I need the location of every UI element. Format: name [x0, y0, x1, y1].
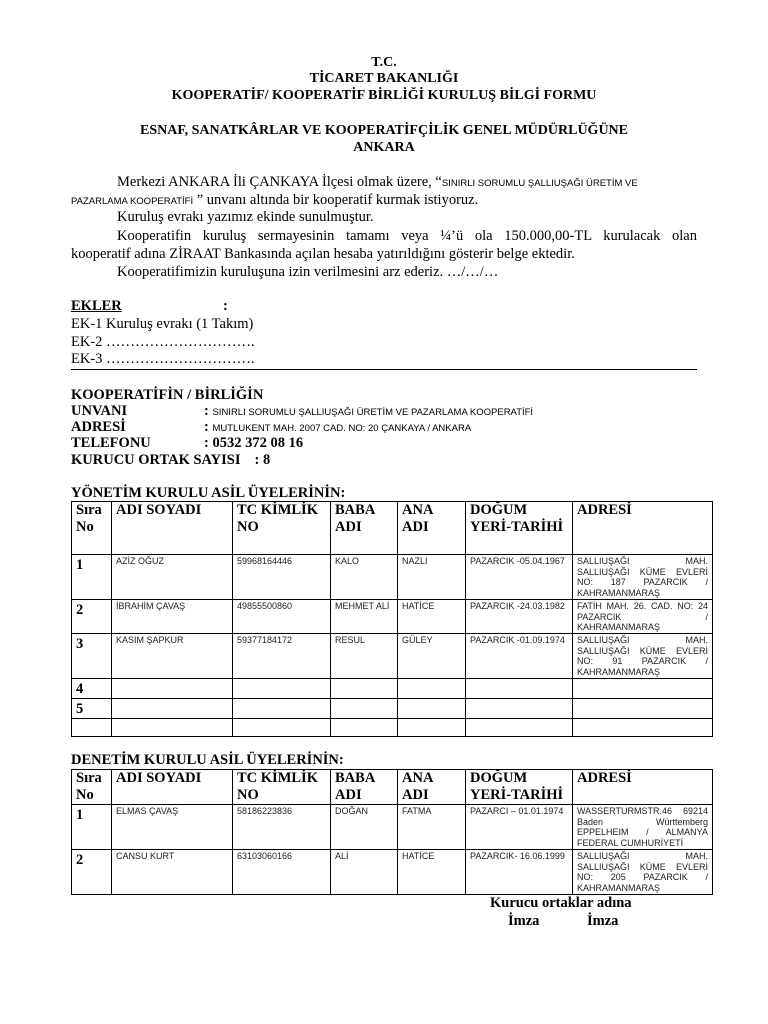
ekler-colon: :	[223, 298, 228, 314]
cell-adres: SALLIUŞAĞI MAH. SALLIUŞAĞI KÜME EVLERİ NO: 187 PAZARCIK / KAHRAMANMARAŞ	[573, 555, 713, 600]
cell-name	[112, 719, 233, 737]
cell-dogum	[466, 679, 573, 699]
cell-adres: SALLIUŞAĞI MAH. SALLIUŞAĞI KÜME EVLERİ NO: 205 PAZARCIK / KAHRAMANMARAŞ	[573, 850, 713, 895]
row-number: 2	[72, 850, 112, 895]
row-number: 1	[72, 555, 112, 600]
unvan-label: UNVANI	[71, 403, 128, 419]
cell-tc	[233, 719, 331, 737]
header-adi-soyadi: ADI SOYADI	[112, 502, 233, 555]
cell-ana	[398, 719, 466, 737]
cell-dogum	[466, 719, 573, 737]
row-number: 1	[72, 805, 112, 850]
cell-baba: RESUL	[331, 634, 398, 679]
cell-name: KASIM ŞAPKUR	[112, 634, 233, 679]
header-ana-adi: ANA ADI	[398, 502, 466, 555]
paragraph-1	[71, 173, 697, 193]
paragraph-2: Kuruluş evrakı yazımız ekinde sunulmuştur.	[117, 209, 374, 225]
cell-name	[112, 699, 233, 719]
cell-adres: FATİH MAH. 26. CAD. NO: 24 PAZARCIK / KAHRAMANMARAŞ	[573, 600, 713, 634]
cell-baba: ALİ	[331, 850, 398, 895]
header-baba-adi: BABA ADI	[331, 502, 398, 555]
kurucu-label	[71, 452, 270, 468]
table-row	[72, 600, 713, 634]
cell-name: ELMAS ÇAVAŞ	[112, 805, 233, 850]
cell-tc	[233, 679, 331, 699]
ekler-heading	[71, 298, 228, 315]
paragraph-3a: Kooperatifin kuruluş sermayesinin tamamı veya ¼’ü ola 150.000,00-TL kurulacak olan	[117, 228, 697, 244]
cell-baba	[331, 699, 398, 719]
cell-ana: FATMA	[398, 805, 466, 850]
cell-adres: WASSERTURMSTR.46 69214 Baden Württemberg EPPELHEIM / ALMANYA FEDERAL CUMHURİYETİ	[573, 805, 713, 850]
paragraph-1-coop-name-b: PAZARLAMA KOOPERATİFİ	[71, 196, 194, 207]
signature-line: Kurucu ortaklar adına	[490, 895, 632, 911]
signature-imza-2: İmza	[587, 913, 619, 929]
cell-dogum: PAZARCIK- 16.06.1999	[466, 850, 573, 895]
cell-name: AZİZ OĞUZ	[112, 555, 233, 600]
unvan-colon: :	[204, 403, 209, 419]
denetim-table	[71, 769, 713, 895]
addressee-line2: ANKARA	[353, 140, 415, 155]
row-number: 3	[72, 634, 112, 679]
cell-adres	[573, 679, 713, 699]
kurucu-value: : 8	[254, 452, 271, 468]
header-adresi: ADRESİ	[573, 502, 713, 555]
header-sira: Sıra No	[72, 502, 112, 555]
cell-adres	[573, 699, 713, 719]
cell-tc: 58186223836	[233, 805, 331, 850]
kurucu-label-text: KURUCU ORTAK SAYISI	[71, 452, 241, 468]
cell-adres: SALLIUŞAĞI MAH. SALLIUŞAĞI KÜME EVLERİ NO: 91 PAZARCIK / KAHRAMANMARAŞ	[573, 634, 713, 679]
cell-tc: 63103060166	[233, 850, 331, 895]
denetim-header-row	[72, 770, 713, 805]
cell-tc: 59968164446	[233, 555, 331, 600]
adres-colon: :	[204, 419, 209, 435]
cell-baba: KALO	[331, 555, 398, 600]
telefon-value: : 0532 372 08 16	[204, 435, 304, 451]
cell-ana: NAZLI	[398, 555, 466, 600]
ekler-item-2: EK-2 ………………………….	[71, 334, 255, 350]
cell-name: İBRAHİM ÇAVAŞ	[112, 600, 233, 634]
ekler-item-3: EK-3 ………………………….	[71, 351, 255, 367]
telefon-label: TELEFONU	[71, 435, 151, 451]
yonetim-title: YÖNETİM KURULU ASİL ÜYELERİNİN:	[71, 485, 346, 501]
header-sira: Sıra No	[72, 770, 112, 805]
header-dogum: DOĞUM YERİ-TARİHİ	[466, 770, 573, 805]
unvan-text: SINIRLI SORUMLU ŞALLIUŞAĞI ÜRETİM VE PAZARLAMA KOOPERATİFİ	[212, 407, 534, 418]
cell-tc	[233, 699, 331, 719]
ekler-title: EKLER	[71, 298, 122, 314]
table-row	[72, 555, 713, 600]
header-ana-adi: ANA ADI	[398, 770, 466, 805]
cell-baba	[331, 719, 398, 737]
table-row	[72, 699, 713, 719]
yonetim-table	[71, 501, 713, 737]
header-baba-adi: BABA ADI	[331, 770, 398, 805]
paragraph-3b: kooperatif adına ZİRAAT Bankasında açılan hesaba yatırıldığını gösterir belge ektedir.	[71, 246, 575, 262]
table-row	[72, 850, 713, 895]
cell-dogum: PAZARCI – 01.01.1974	[466, 805, 573, 850]
cell-ana	[398, 679, 466, 699]
cell-ana	[398, 699, 466, 719]
table-row	[72, 634, 713, 679]
paragraph-1-end: ” unvanı altında bir kooperatif kurmak istiyoruz.	[193, 192, 479, 208]
adres-label: ADRESİ	[71, 419, 126, 435]
cell-name	[112, 679, 233, 699]
header-ministry: TİCARET BAKANLIĞI	[309, 71, 459, 86]
denetim-title: DENETİM KURULU ASİL ÜYELERİNİN:	[71, 752, 344, 768]
form-title: KOOPERATİF/ KOOPERATİF BİRLİĞİ KURULUŞ BİLGİ FORMU	[171, 88, 597, 103]
cell-name: CANSU KURT	[112, 850, 233, 895]
adres-text: MUTLUKENT MAH. 2007 CAD. NO: 20 ÇANKAYA / ANKARA	[212, 423, 472, 434]
cell-baba: DOĞAN	[331, 805, 398, 850]
cell-tc: 59377184172	[233, 634, 331, 679]
header-tc-kimlik: TC KİMLİK NO	[233, 770, 331, 805]
signature-imza-1: İmza	[508, 913, 540, 929]
header-dogum: DOĞUM YERİ-TARİHİ	[466, 502, 573, 555]
row-number: 4	[72, 679, 112, 699]
cell-ana: GÜLEY	[398, 634, 466, 679]
header-tc: T.C.	[371, 55, 397, 70]
cell-dogum: PAZARCIK -24.03.1982	[466, 600, 573, 634]
cell-baba	[331, 679, 398, 699]
row-number: 5	[72, 699, 112, 719]
cell-dogum: PAZARCIK -05.04.1967	[466, 555, 573, 600]
cell-baba: MEHMET ALİ	[331, 600, 398, 634]
cell-dogum: PAZARCIK -01.09.1974	[466, 634, 573, 679]
paragraph-1-coop-name-a: SINIRLI SORUMLU ŞALLIUŞAĞI ÜRETİM VE	[441, 178, 638, 189]
header-adi-soyadi: ADI SOYADI	[112, 770, 233, 805]
table-row	[72, 719, 713, 737]
cell-tc: 49855500860	[233, 600, 331, 634]
section-divider	[71, 369, 697, 370]
header-adresi: ADRESİ	[573, 770, 713, 805]
cell-adres	[573, 719, 713, 737]
header-tc-kimlik: TC KİMLİK NO	[233, 502, 331, 555]
paragraph-4: Kooperatifimizin kuruluşuna izin verilmesini arz ederiz. …/…/…	[117, 264, 499, 280]
row-number	[72, 719, 112, 737]
yonetim-header-row	[72, 502, 713, 555]
paragraph-1-start: Merkezi ANKARA İli ÇANKAYA İlçesi olmak üzere, “	[117, 174, 442, 190]
table-row	[72, 679, 713, 699]
ekler-item-1: EK-1 Kuruluş evrakı (1 Takım)	[71, 316, 254, 332]
cell-dogum	[466, 699, 573, 719]
row-number: 2	[72, 600, 112, 634]
cell-ana: HATİCE	[398, 850, 466, 895]
cell-ana: HATİCE	[398, 600, 466, 634]
table-row	[72, 805, 713, 850]
info-heading: KOOPERATİFİN / BİRLİĞİN	[71, 387, 264, 403]
addressee-line1: ESNAF, SANATKÂRLAR VE KOOPERATİFÇİLİK GENEL MÜDÜRLÜĞÜNE	[140, 123, 628, 138]
